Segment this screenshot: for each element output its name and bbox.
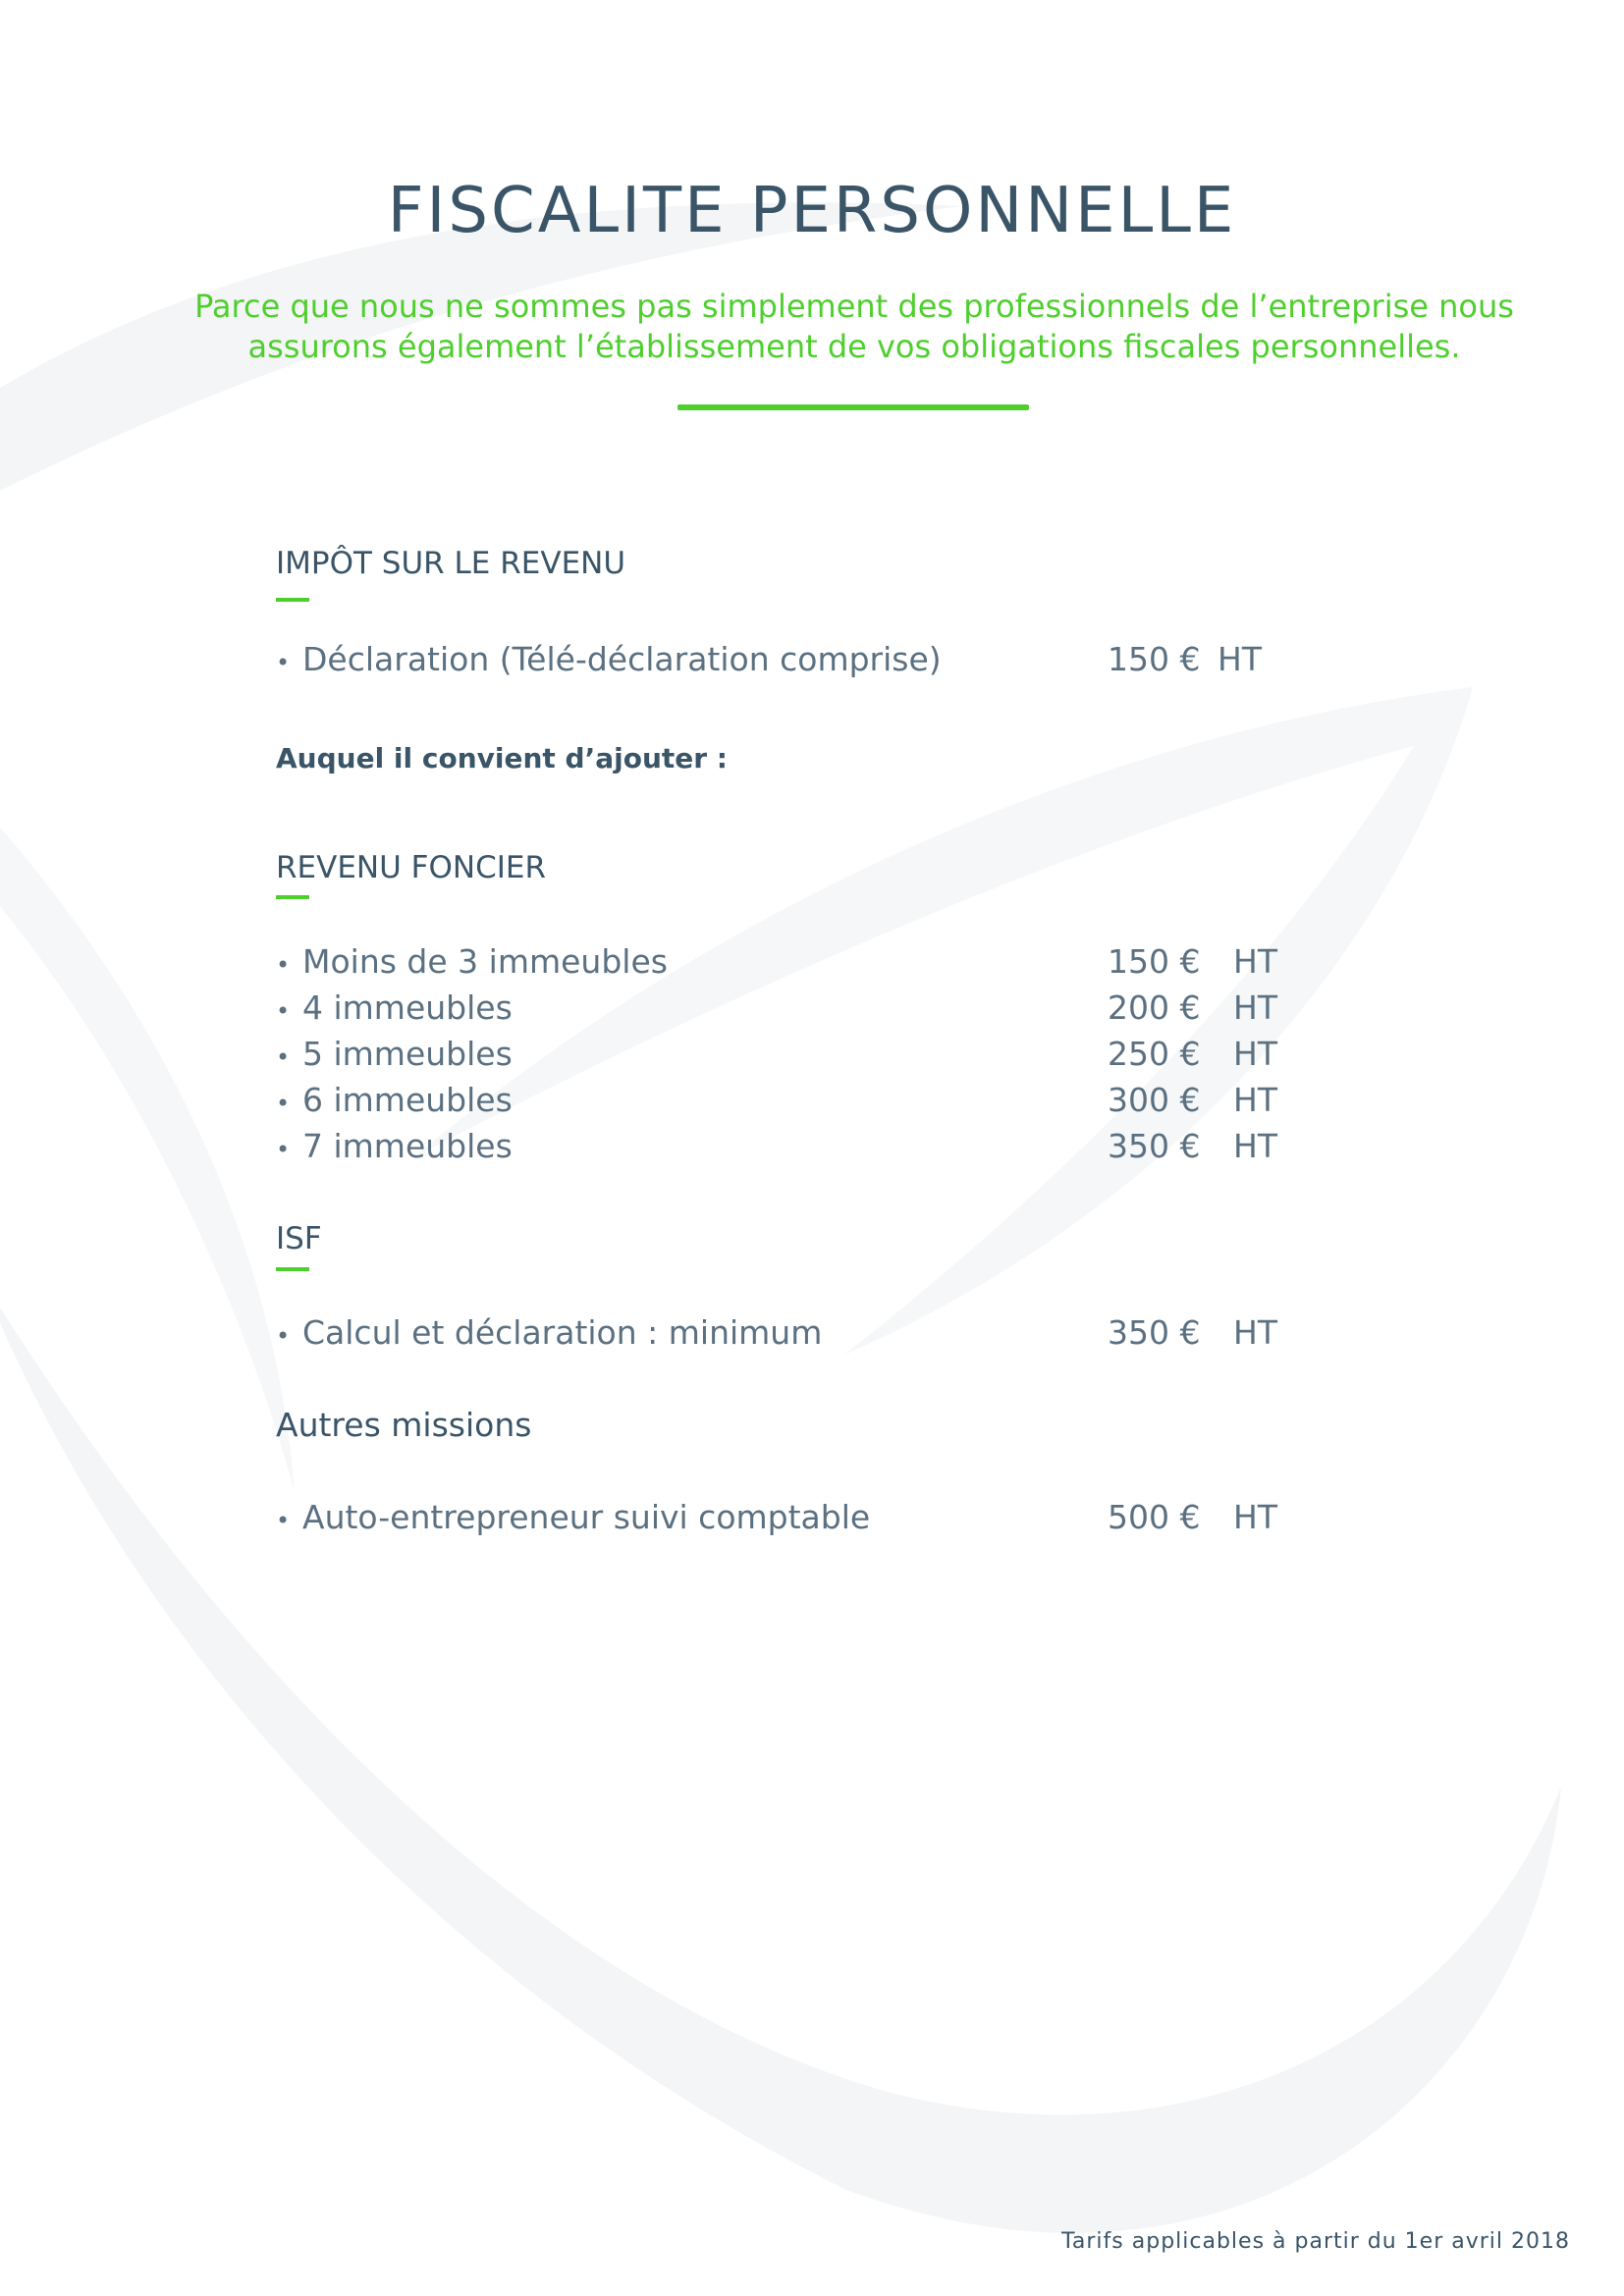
price-foncier-3: 250 € [1108, 1035, 1201, 1073]
intro-line-2: assurons également l’établissement de vos obligations fiscales personnelles. [247, 328, 1461, 365]
price-foncier-2: 200 € [1108, 988, 1201, 1027]
unit-foncier-1: HT [1233, 942, 1277, 981]
section-title-foncier: REVENU FONCIER [276, 850, 546, 885]
item-label: 4 immeubles [302, 988, 513, 1027]
list-item-isf [276, 1311, 822, 1355]
bullet: • [276, 1043, 291, 1071]
bullet: • [276, 951, 291, 979]
intro-divider [677, 404, 1029, 410]
unit-foncier-3: HT [1233, 1035, 1277, 1073]
bullet: • [276, 1322, 291, 1350]
item-label: 6 immeubles [302, 1081, 513, 1119]
intro-line-1: Parce que nous ne sommes pas simplement des professionnels de l’entreprise nous [194, 288, 1514, 325]
list-item-foncier-4 [276, 1079, 513, 1122]
bullet: • [276, 1136, 291, 1163]
item-label: Auto-entrepreneur suivi comptable [302, 1498, 871, 1536]
price-autres: 500 € [1108, 1498, 1201, 1536]
section-title-autres: Autres missions [276, 1406, 532, 1444]
item-label: Déclaration (Télé-déclaration comprise) [302, 640, 942, 678]
unit-foncier-2: HT [1233, 988, 1277, 1027]
list-item-foncier-1 [276, 940, 668, 984]
bullet: • [276, 1090, 291, 1117]
list-item-foncier-5 [276, 1125, 513, 1168]
page-title: FISCALITE PERSONNELLE [387, 175, 1237, 247]
unit-foncier-4: HT [1233, 1081, 1277, 1119]
item-label: Moins de 3 immeubles [302, 942, 668, 981]
note-ajouter: Auquel il convient d’ajouter : [276, 742, 729, 774]
unit-foncier-5: HT [1233, 1127, 1277, 1165]
section-title-impot: IMPÔT SUR LE REVENU [276, 546, 626, 581]
footer-note: Tarifs applicables à partir du 1er avril 2018 [1061, 2229, 1570, 2254]
price-foncier-4: 300 € [1108, 1081, 1201, 1119]
section-underline-impot [276, 598, 309, 602]
item-label: 7 immeubles [302, 1127, 513, 1165]
item-label: 5 immeubles [302, 1035, 513, 1073]
bullet: • [276, 649, 291, 676]
list-item-foncier-3 [276, 1033, 513, 1076]
list-item-declaration [276, 638, 942, 681]
list-item-autres [276, 1496, 870, 1539]
unit-autres: HT [1233, 1498, 1277, 1536]
price-foncier-5: 350 € [1108, 1127, 1201, 1165]
bullet: • [276, 997, 291, 1025]
section-underline-foncier [276, 895, 309, 899]
bullet: • [276, 1507, 291, 1534]
unit-declaration: HT [1218, 640, 1262, 678]
section-underline-isf [276, 1267, 309, 1271]
unit-isf: HT [1233, 1313, 1277, 1352]
price-isf: 350 € [1108, 1313, 1201, 1352]
item-label: Calcul et déclaration : minimum [302, 1313, 823, 1352]
intro-text [167, 287, 1542, 367]
list-item-foncier-2 [276, 987, 513, 1030]
section-title-isf: ISF [276, 1221, 322, 1256]
price-declaration: 150 € [1108, 640, 1201, 678]
price-foncier-1: 150 € [1108, 942, 1201, 981]
